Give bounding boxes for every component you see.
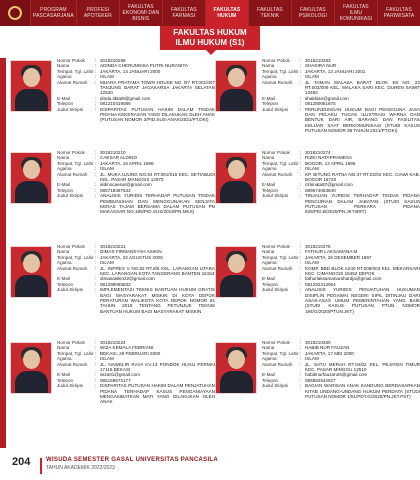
photo-body — [15, 371, 48, 393]
thesis-title-value: ANALISIS YURIDIS TERHADAP PUTUSAN TINDAK PEMBUNUHAN DAN MENGGUNAKAN SENJATA KERAS TAJAM BERSAMA DALAM PUTUSAN PN MAKASSAR NO.196/PID.SUS/2019/PN.MKS) — [100, 193, 215, 215]
label-separator: : — [95, 193, 97, 199]
label-separator: : — [95, 249, 97, 255]
label-separator: : — [95, 187, 97, 193]
email-value: rizkinata87@gmail.com — [305, 182, 353, 188]
birth-place-date-label: Tempat, Tgl. Lahir — [57, 68, 94, 74]
student-number-label: Nomor Pokok — [262, 58, 290, 63]
thesis-title-label: Judul Skripsi — [57, 193, 84, 199]
student-name-label: Nama — [57, 63, 70, 69]
label-separator: : — [300, 345, 302, 351]
birth-place-date-value: JAKARTA, 12 JANUARI 2001 — [305, 68, 366, 74]
nav-tab-ekonomi-bisnis[interactable]: FAKULTAS EKONOMI DAN BISNIS — [119, 0, 162, 26]
thesis-title-value: BAGIAN WARISAN ANAK KANDUNG BERDASARKAN KITAB UNDANG-UNDANG HUKUM PERDATA (STUDI PUTUSAN NOMOR 1/51/PDT.G/2020/PN.JKT.PST) — [305, 383, 420, 400]
photo-body — [220, 275, 253, 297]
university-logo-icon — [0, 0, 30, 26]
email-label: E-Mail — [262, 182, 276, 188]
religion-label: Agama — [57, 260, 72, 266]
nav-tab-ilmu-komunikasi[interactable]: FAKULTAS ILMU KOMUNIKASI — [334, 0, 377, 26]
photo-body — [15, 181, 48, 203]
email-label: E-Mail — [57, 182, 71, 188]
home-address-value: JL. SATU MERAH RT.04/02 KEL. PEJATEN TIMUR KEC. PASAR MINGGU 12510 — [305, 361, 420, 373]
label-separator: : — [300, 265, 302, 271]
home-address-label: Alamat Rumah — [57, 265, 88, 271]
nav-tab-teknik[interactable]: FAKULTAS TEKNIK — [248, 0, 291, 26]
photo-face — [23, 160, 40, 179]
label-separator: : — [95, 372, 97, 378]
phone-value: 081298085832 — [100, 281, 131, 287]
email-label: E-Mail — [262, 276, 276, 282]
info-row-home-address — [57, 80, 215, 96]
home-address-value: MUARA PRATAMA TOWN HOUSE NO. B7 RT.001/007 TANJUNG BARAT JAGAKARSA JAKARTA SELATAN 12530 — [100, 79, 215, 96]
student-number-value: 3018210274 — [305, 150, 331, 155]
email-value: fathurlaksamanarahardja@gmail.com — [305, 276, 382, 282]
student-name-value: FATHUR LAKSAMANA M — [305, 249, 358, 255]
birth-place-date-value: JAKARTA, 16 APRIL 1998 — [100, 160, 154, 166]
photo-face — [23, 254, 40, 273]
student-number-value: 3018210210 — [100, 150, 126, 155]
religion-value: ISLAM — [305, 260, 319, 266]
thesis-title-label: Judul Skripsi — [57, 106, 84, 112]
phone-label: Telepon — [262, 101, 279, 107]
thesis-title-label: Judul Skripsi — [262, 287, 289, 293]
label-separator: : — [300, 244, 302, 249]
phone-value: 081280061875 — [305, 101, 336, 107]
info-row-thesis-title — [57, 193, 215, 215]
student-name-label: Nama — [57, 345, 70, 351]
student-number-label: Nomor Pokok — [262, 244, 290, 249]
label-separator: : — [95, 106, 97, 112]
student-photo — [10, 152, 52, 204]
birth-place-date-label: Tempat, Tgl. Lahir — [57, 160, 94, 166]
label-separator: : — [95, 254, 97, 260]
student-name-value: RIZKI NATAPRAMESA — [305, 155, 353, 161]
student-info — [262, 150, 420, 215]
photo-face — [228, 68, 245, 87]
label-separator: : — [300, 68, 302, 74]
label-separator: : — [300, 150, 302, 155]
info-row-home-address — [262, 80, 420, 96]
birth-place-date-label: Tempat, Tgl. Lahir — [57, 350, 94, 356]
student-number-value: 3018210283 — [305, 58, 331, 63]
student-number-value: 3018210224 — [100, 340, 126, 345]
label-separator: : — [95, 287, 97, 293]
label-separator: : — [300, 101, 302, 107]
phone-value: 089674063840 — [305, 187, 336, 193]
label-separator: : — [95, 101, 97, 107]
student-info — [57, 340, 215, 405]
label-separator: : — [300, 260, 302, 266]
student-info — [262, 244, 420, 314]
birth-place-date-value: JAKARTA, 14 JANUARI 2000 — [100, 68, 161, 74]
religion-label: Agama — [57, 356, 72, 362]
label-separator: : — [300, 383, 302, 389]
info-row-thesis-title — [262, 287, 420, 314]
label-separator: : — [95, 265, 97, 271]
label-separator: : — [300, 63, 302, 69]
info-row-home-address — [57, 172, 215, 183]
student-photo — [10, 342, 52, 394]
label-separator: : — [300, 182, 302, 188]
photo-body — [220, 181, 253, 203]
info-row-home-address — [262, 266, 420, 277]
label-separator: : — [95, 74, 97, 80]
label-separator: : — [300, 356, 302, 362]
email-value: dinda.tiktat8@gmail.com — [100, 95, 151, 101]
label-separator: : — [300, 340, 302, 345]
birth-place-date-value: JAKARTA, 22 AGUSTUS 2000 — [100, 254, 163, 260]
program-name: ILMU HUKUM (S1) — [175, 38, 245, 47]
home-address-label: Alamat Rumah — [57, 361, 88, 367]
student-info — [57, 58, 215, 123]
student-info — [262, 340, 420, 399]
label-separator: : — [95, 377, 97, 383]
home-address-value: JL. NAWELIR RAYA KV.13 PONDOK HIJAU PERMAI 17115 BEKASI — [100, 361, 215, 373]
religion-value: ISLAM — [100, 166, 114, 172]
home-address-value: KP. BITUNG RATNA NO.47 RT.02/02 KEC. CIAWI KAB. BOGOR 16720 — [305, 171, 420, 183]
student-info — [57, 150, 215, 215]
info-row-thesis-title — [262, 107, 420, 134]
student-name-value: SHAKIRA NUR — [305, 63, 337, 69]
side-decoration-strip — [0, 58, 6, 448]
student-name-value: WIZA KEMALA FEBRIANI — [100, 345, 154, 351]
home-address-label: Alamat Rumah — [262, 79, 293, 85]
thesis-title-value: ANALISIS YURIDIS PENJATUHAN HUKUMAN DISIPLIN PEGAWAI NEGERI SIPIL DITINJAU DARI ASAS-ASAS UMUM PEMERINTAHAN YANG BAIK (STUDI KASUS PUTUSAN PTUN NOMOR 194/G/2020/PTUN.JKT) — [305, 287, 420, 314]
email-value: dimasasikin22@gmail.com — [100, 276, 155, 282]
religion-label: Agama — [57, 166, 72, 172]
phone-label: Telepon — [262, 187, 279, 193]
religion-value: ISLAM — [100, 260, 114, 266]
religion-value: ISLAM — [100, 74, 114, 80]
thesis-title-value: DISPARITAS PUTUSAN HAKIM DALAM PENJATUHAN PIDANA TERHADAP KASUS PENGANIAYAAN MENGAKIBATKAN MATI YANG DILAKUKAN OLEH ANAK — [100, 383, 215, 405]
label-separator: : — [95, 95, 97, 101]
religion-value: ISLAM — [305, 356, 319, 362]
birth-place-date-label: Tempat, Tgl. Lahir — [262, 254, 299, 260]
birth-place-date-value: BOGOR, 12 APRIL 1998 — [305, 160, 356, 166]
thesis-title-label: Judul Skripsi — [262, 193, 289, 199]
student-photo — [10, 246, 52, 298]
student-photo — [215, 60, 257, 112]
label-separator: : — [300, 350, 302, 356]
photo-face — [228, 350, 245, 369]
student-number-label: Nomor Pokok — [57, 244, 85, 249]
student-photo — [215, 342, 257, 394]
top-navigation — [0, 0, 420, 26]
home-address-value: JL TAMAN MALAKA BARAT BLOK E5 NO. 23 RT.003/009 KEL. MALAKA SARI KEC. DUREN SAWIT 13460 — [305, 79, 420, 96]
footer-title: WISUDA SEMESTER GASAL UNIVERSITAS PANCASILA — [46, 457, 219, 463]
student-info — [57, 244, 215, 314]
info-row-thesis-title — [262, 383, 420, 399]
student-number-label: Nomor Pokok — [57, 58, 85, 63]
email-label: E-Mail — [262, 95, 276, 101]
birth-place-date-label: Tempat, Tgl. Lahir — [262, 68, 299, 74]
phone-value: 085718497532 — [100, 187, 131, 193]
phone-label: Telepon — [57, 101, 74, 107]
label-separator: : — [95, 281, 97, 287]
nav-tab-pascasarjana[interactable]: PROGRAM PASCASARJANA — [30, 0, 76, 26]
label-separator: : — [300, 187, 302, 193]
student-info — [262, 58, 420, 134]
phone-label: Telepon — [57, 281, 74, 287]
email-label: E-Mail — [57, 372, 71, 378]
student-name-label: Nama — [262, 345, 275, 351]
student-name-label: Nama — [57, 249, 70, 255]
thesis-title-label: Judul Skripsi — [262, 383, 289, 389]
email-value: wiza01@gmail.com — [100, 372, 140, 378]
page-footer — [0, 452, 420, 480]
thesis-title-value: DISPARITAS PUTUSAN HAKIM DALAM TINDAK PIDANA KEKERASAN YANG DILAKUKAN OLEH ANAK (PUTUSAN NOMOR 3/PID.SUS-ANAK/2021/PT.DKI) — [100, 106, 215, 123]
phone-label: Telepon — [262, 281, 279, 287]
email-label: E-Mail — [57, 95, 71, 101]
label-separator: : — [95, 68, 97, 74]
religion-label: Agama — [57, 74, 72, 80]
nav-tab-farmasi[interactable]: FAKULTAS FARMASI — [162, 0, 205, 26]
info-row-thesis-title — [57, 383, 215, 405]
faculty-name: FAKULTAS HUKUM — [173, 28, 247, 37]
label-separator: : — [300, 58, 302, 63]
student-name-value: ADINDA CHERUNNISA PUTRI NURANITA — [100, 63, 188, 69]
religion-label: Agama — [262, 74, 277, 80]
phone-label: Telepon — [57, 377, 74, 383]
label-separator: : — [95, 166, 97, 172]
label-separator: : — [95, 79, 97, 85]
home-address-value: JL. INPRES V NO.82 RT.8/6 KEL. LARANGAN UTARA KEC. LARANGAN KOTA TANGERANG BANTEN 15154 — [100, 265, 215, 277]
nav-tab-profesi-apoteker[interactable]: PROFESI APOTEKER — [76, 0, 119, 26]
birth-place-date-label: Tempat, Tgl. Lahir — [262, 350, 299, 356]
label-separator: : — [300, 281, 302, 287]
photo-body — [220, 371, 253, 393]
label-separator: : — [95, 383, 97, 389]
faculty-title-banner — [160, 26, 260, 50]
student-number-value: 3018210221 — [100, 244, 126, 249]
photo-body — [220, 89, 253, 111]
photo-face — [23, 350, 40, 369]
label-separator: : — [95, 58, 97, 63]
email-label: E-Mail — [262, 372, 276, 378]
label-separator: : — [95, 350, 97, 356]
label-separator: : — [95, 182, 97, 188]
label-separator: : — [300, 95, 302, 101]
label-separator: : — [95, 345, 97, 351]
label-separator: : — [300, 171, 302, 177]
birth-place-date-value: JAKARTA, 26 DESEMBER 1997 — [305, 254, 372, 260]
thesis-title-label: Judul Skripsi — [57, 287, 84, 293]
phone-value: 085892542527 — [305, 377, 336, 383]
info-row-home-address — [57, 266, 215, 277]
photo-body — [15, 275, 48, 297]
student-name-label: Nama — [262, 155, 275, 161]
email-label: E-Mail — [57, 276, 71, 282]
footer-subtitle: TAHUN AKADEMIK 2022/2023 — [46, 465, 115, 471]
student-name-value: HABIB NUR FAUZAN — [305, 345, 350, 351]
student-number-label: Nomor Pokok — [262, 340, 290, 345]
student-photo — [10, 60, 52, 112]
email-value: habibnurfauzan26@gmail.com — [305, 372, 368, 378]
home-address-value: JL. MUKA UJUNG NO.54 RT.001/016 KEC. SETIABUDI KEL. PASAR MANGGIS 12970 — [100, 171, 215, 183]
student-number-value: 3018210260 — [305, 340, 331, 345]
email-value: aldinocaesar@gmail.com — [100, 182, 152, 188]
religion-value: ISLAM — [305, 74, 319, 80]
home-address-label: Alamat Rumah — [262, 171, 293, 177]
label-separator: : — [95, 276, 97, 282]
phone-label: Telepon — [262, 377, 279, 383]
label-separator: : — [95, 63, 97, 69]
student-name-label: Nama — [57, 155, 70, 161]
phone-value: 081210419086 — [100, 101, 131, 107]
home-address-label: Alamat Rumah — [262, 361, 293, 367]
student-name-value: CAESAR ALDINO — [100, 155, 138, 161]
phone-value: 085158672177 — [100, 377, 131, 383]
home-address-value: KOMP. BBD BLOK A240 RT.009/003 KEL. MEKARSARI KEC. CIMANGGIS 16452 DEPOK — [305, 265, 420, 277]
thesis-title-label: Judul Skripsi — [57, 383, 84, 389]
label-separator: : — [95, 340, 97, 345]
info-row-home-address — [262, 362, 420, 373]
student-number-value: 3018210298 — [100, 58, 126, 63]
student-name-label: Nama — [262, 63, 275, 69]
birth-place-date-value: BEKASI, 26 FEBRUARI 2000 — [100, 350, 161, 356]
nav-tab-hukum[interactable]: FAKULTAS HUKUM — [205, 0, 248, 26]
phone-value: 081292312064 — [305, 281, 336, 287]
label-separator: : — [300, 155, 302, 161]
student-photo — [215, 246, 257, 298]
religion-value: ISLAM — [100, 356, 114, 362]
label-separator: : — [95, 155, 97, 161]
label-separator: : — [95, 361, 97, 367]
footer-divider — [40, 458, 42, 474]
religion-label: Agama — [262, 166, 277, 172]
religion-value: ISLAM — [305, 166, 319, 172]
student-number-label: Nomor Pokok — [57, 150, 85, 155]
label-separator: : — [300, 287, 302, 293]
label-separator: : — [300, 160, 302, 166]
label-separator: : — [95, 260, 97, 266]
student-number-label: Nomor Pokok — [262, 150, 290, 155]
thesis-title-value: TINJAUAN YURIDIS TERHADAP TINDAK PIDANA PENCURIAN DALAM JABATAN (STUDI KASUS PUTUSAN PERKARA PIDANA 826/PID.B/2020/PN.JKT.BRT) — [305, 193, 420, 215]
label-separator: : — [95, 171, 97, 177]
photo-face — [23, 68, 40, 87]
label-separator: : — [300, 372, 302, 378]
student-name-value: DIMAS FIRMANSYAH ASIKIN — [100, 249, 162, 255]
student-number-value: 3018210275 — [305, 244, 331, 249]
info-row-thesis-title — [262, 193, 420, 215]
label-separator: : — [95, 160, 97, 166]
photo-face — [228, 160, 245, 179]
label-separator: : — [300, 166, 302, 172]
thesis-title-label: Judul Skripsi — [262, 106, 289, 112]
thesis-title-value: IMPLEMENTASI TEKNIS BANTUAN HUKUM GRATIS BAGI MASYARAKAT MISKIN DI KOTA DEPOK PERATURAN WALIKOTA KOTA DEPOK NOMOR 91 TAHUN 2018 TENTANG PETUNJUK TEKNIS BANTUAN HUKUM BAGI MASYARAKAT MISKIN — [100, 287, 215, 314]
nav-tab-pariwisata[interactable]: FAKULTAS PARIWISATA — [377, 0, 420, 26]
birth-place-date-value: JAKARTA, 17 MEI 2000 — [305, 350, 354, 356]
info-row-home-address — [57, 362, 215, 373]
photo-body — [15, 89, 48, 111]
student-name-label: Nama — [262, 249, 275, 255]
student-number-label: Nomor Pokok — [57, 340, 85, 345]
thesis-title-value: PERLINDUNGAN HUKUM BAGI PENGGUNA JASA DAN PELAKU TUGAS ILUSTRASI WARNA DAN BENTUK DARI AIR, BARANG DAN FASILITAS KELUAR SAAT BERKOMUNIKASI (STUDI KASUS PUTUSAN NOMOR 38 TAHUN 2021/PT.DKI) — [305, 106, 420, 134]
label-separator: : — [300, 74, 302, 80]
label-separator: : — [300, 79, 302, 85]
label-separator: : — [300, 377, 302, 383]
label-separator: : — [95, 150, 97, 155]
label-separator: : — [300, 276, 302, 282]
info-row-thesis-title — [57, 107, 215, 123]
home-address-label: Alamat Rumah — [57, 171, 88, 177]
home-address-label: Alamat Rumah — [57, 79, 88, 85]
label-separator: : — [300, 249, 302, 255]
info-row-thesis-title — [57, 287, 215, 314]
email-value: shakkian@gmail.com — [305, 95, 349, 101]
phone-label: Telepon — [57, 187, 74, 193]
religion-label: Agama — [262, 356, 277, 362]
banner-arrow-icon — [206, 50, 216, 55]
label-separator: : — [300, 106, 302, 112]
label-separator: : — [300, 193, 302, 199]
student-photo — [215, 152, 257, 204]
birth-place-date-label: Tempat, Tgl. Lahir — [262, 160, 299, 166]
label-separator: : — [95, 244, 97, 249]
photo-face — [228, 254, 245, 273]
label-separator: : — [300, 254, 302, 260]
home-address-label: Alamat Rumah — [262, 265, 293, 271]
label-separator: : — [95, 356, 97, 362]
page-number: 204 — [12, 456, 31, 468]
religion-label: Agama — [262, 260, 277, 266]
info-row-home-address — [262, 172, 420, 183]
birth-place-date-label: Tempat, Tgl. Lahir — [57, 254, 94, 260]
nav-tab-psikologi[interactable]: FAKULTAS PSIKOLOGI — [291, 0, 334, 26]
label-separator: : — [300, 361, 302, 367]
